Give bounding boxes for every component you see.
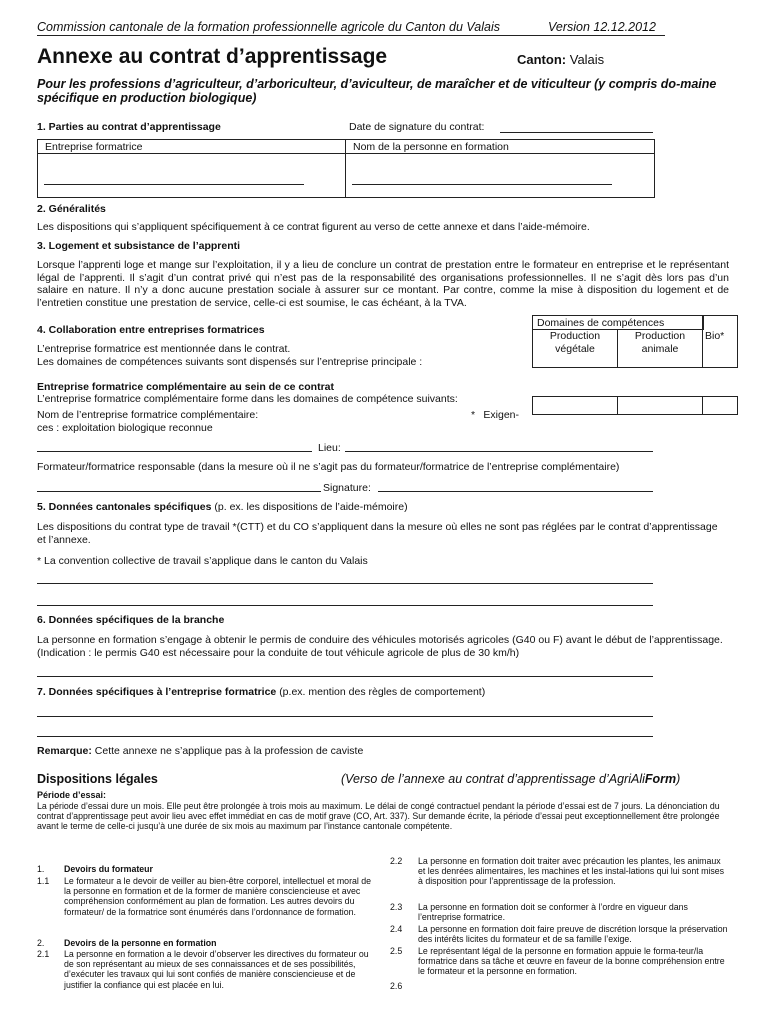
signature-label: Signature: [323, 482, 371, 494]
s2-heading: 2. Généralités [37, 203, 106, 215]
s7-heading: 7. Données spécifiques à l’entreprise formatrice [37, 686, 277, 698]
s5-input-line-1[interactable] [37, 583, 653, 584]
item-number: 2. [37, 938, 45, 948]
s7-heading-row [37, 686, 485, 698]
s2-text: Les dispositions qui s’appliquent spécifiquement à ce contrat figurent au verso de cette annexe et dans l’aide-mémoire. [37, 221, 590, 233]
item-number: 1. [37, 864, 45, 874]
personne-formation-input[interactable] [352, 184, 612, 185]
entreprise-formatrice-input[interactable] [44, 184, 304, 185]
item-number: 2.6 [390, 981, 403, 991]
item-number: 2.4 [390, 924, 403, 934]
s5-input-line-2[interactable] [37, 605, 653, 606]
s5-text: Les dispositions du contrat type de travail *(CTT) et du CO s’appliquent dans la mesure où elles ne sont pas réglées par le contrat d’apprentissage et l’annexe. [37, 521, 718, 546]
parties-table [37, 139, 655, 198]
personne-formation-header: Nom de la personne en formation [353, 141, 509, 153]
lieu-label: Lieu: [318, 442, 341, 454]
s4-line1: L’entreprise formatrice est mentionnée dans le contrat. [37, 343, 291, 355]
remarque [37, 745, 363, 757]
entreprise-formatrice-header: Entreprise formatrice [45, 141, 143, 153]
s6-heading: 6. Données spécifiques de la branche [37, 614, 225, 626]
formateur-responsable-input[interactable] [37, 491, 321, 492]
date-signature-input[interactable] [500, 132, 653, 133]
s6-input-line[interactable] [37, 676, 653, 677]
legal-verso-form: Form [644, 772, 677, 786]
lieu-input[interactable] [345, 451, 653, 452]
essai-text: La période d’essai dure un mois. Elle peut être prolongée à trois mois au maximum. Le délai de congé contractuel pendant la période d’essai est de 7 jours. La dénonciation du contrat d’apprentissage peut avoir lieu avec effet immédiat en cas de motif grave (CO, Art. 337). Sur demande écrite, la période d’essai peut exceptionnellement être prolongée avant le terme de celle-ci jusqu’à une durée de six mois au maximum par l’instance cantonale compétente. [37, 801, 720, 832]
canton-field [517, 52, 604, 67]
checkbox-production-vegetale[interactable] [533, 397, 617, 414]
subtitle: Pour les professions d’agriculteur, d’arboriculteur, d’aviculteur, de maraîcher et de viticulteur (y compris do-maine spécifique en production biologique) [37, 77, 717, 105]
legal-heading: Dispositions légales [37, 772, 158, 786]
domaines-title: Domaines de compétences [537, 317, 665, 329]
domaines-complementaire-table [532, 396, 738, 415]
s5-heading-note: (p. ex. les dispositions de l’aide-mémoire) [214, 501, 408, 513]
remarque-text: Cette annexe ne s’applique pas à la profession de caviste [94, 745, 364, 757]
domaine-production-animale: Production animale [634, 330, 686, 355]
canton-value: Valais [569, 52, 605, 67]
remarque-label: Remarque: [37, 745, 92, 757]
s7-input-line-1[interactable] [37, 716, 653, 717]
canton-label: Canton: [517, 52, 567, 67]
document-header [37, 20, 665, 36]
legal-verso-end: ) [676, 772, 681, 786]
devoirs-personne-heading: Devoirs de la personne en formation [64, 938, 217, 948]
commission-name: Commission cantonale de la formation professionnelle agricole du Canton du Valais [37, 20, 500, 34]
s5-heading-row [37, 501, 408, 513]
legal-verso [341, 772, 680, 786]
date-signature-label: Date de signature du contrat: [349, 121, 485, 133]
domaine-production-vegetale: Production végétale [549, 330, 601, 355]
item-number: 2.2 [390, 856, 403, 866]
signature-input[interactable] [378, 491, 653, 492]
bio-requirement-note: * Exigen-ces : exploitation biologique reconnue [37, 409, 519, 434]
devoirs-formateur-heading: Devoirs du formateur [64, 864, 153, 874]
checkbox-production-animale[interactable] [618, 397, 702, 414]
s6-text: La personne en formation s’engage à obtenir le permis de conduire des véhicules motorisés agricoles (G40 ou F) avant le début de l’apprentissage. (Indication : le permis G40 est nécessaire pour la conduite de tout véhicule agricole de plus de 30 km/h) [37, 634, 723, 659]
formateur-responsable-label: Formateur/formatrice responsable (dans la mesure où il ne s’agit pas du formateur/formatrice de l’entreprise complémentaire) [37, 461, 620, 473]
page-title: Annexe au contrat d’apprentissage [37, 45, 388, 68]
item-number: 2.1 [37, 949, 50, 959]
item-1-1-text: Le formateur a le devoir de veiller au bien-être corporel, intellectuel et moral de la personne en formation et de la former de manière consciencieuse et avec compréhension conformément au plan de formation. Les autres devoirs du formateur/ de la formatrice sont énumérés dans l’ordonnance de formation. [64, 876, 372, 917]
item-2-2-text: La personne en formation doit traiter avec précaution les plantes, les animaux et les denrées alimentaires, les machines et les instal-lations qui lui sont mises à disposition pour l’apprentissage de la profession. [418, 856, 725, 887]
s3-text: Lorsque l’apprenti loge et mange sur l’exploitation, il y a lieu de conclure un contrat de prestation entre le formateur en entreprise et le représentant légal de l’apprenti. Il s’agit d’un contrat privé qui n’est pas de la responsabilité des organisations professionnelles. Il ne s’agit dès lors pas d’un salaire en nature. Il n’y a donc aucune prestation sociale à assurer sur ce montant. Par contre, comme la mise à disposition du logement et de l’entretien constitue une prestation de service, celle-ci est soumise, le cas échéant, à la TVA. [37, 259, 729, 309]
item-number: 2.5 [390, 946, 403, 956]
s4-heading: 4. Collaboration entre entreprises formatrices [37, 324, 265, 336]
s3-heading: 3. Logement et subsistance de l’apprenti [37, 240, 241, 252]
item-2-5-text: Le représentant légal de la personne en formation appuie le forma-teur/la formatrice dans sa tâche et œuvre en faveur de la bonne compréhension entre le formateur et la personne en formation. [418, 946, 725, 977]
s4-line2: Les domaines de compétences suivants sont dispensés sur l’entreprise principale : [37, 356, 423, 368]
item-2-4-text: La personne en formation doit faire preuve de discrétion lorsque la préservation des intérêts licites du formateur et de sa famille l’exige. [418, 924, 728, 945]
s1-heading: 1. Parties au contrat d’apprentissage [37, 121, 221, 133]
checkbox-bio[interactable] [703, 397, 737, 414]
s5-note: * La convention collective de travail s’applique dans le canton du Valais [37, 555, 368, 567]
s7-heading-note: (p.ex. mention des règles de comportement) [279, 686, 486, 698]
version-label: Version 12.12.2012 [548, 20, 656, 34]
s7-input-line-2[interactable] [37, 736, 653, 737]
item-2-3-text: La personne en formation doit se conformer à l’ordre en vigueur dans l’entreprise formatrice. [418, 902, 688, 923]
complementaire-name-label: Nom de l’entreprise formatrice complémentaire: [37, 409, 259, 421]
s5-heading: 5. Données cantonales spécifiques [37, 501, 212, 513]
domaine-bio: Bio* [705, 330, 725, 342]
complementaire-line: L’entreprise formatrice complémentaire forme dans les domaines de compétence suivants: [37, 393, 458, 405]
complementaire-name-input[interactable] [37, 451, 312, 452]
item-number: 1.1 [37, 876, 50, 886]
item-2-1-text: La personne en formation a le devoir d’observer les directives du formateur ou de son représentant au mieux de ses connaissances et de ses possibilités, d’exécuter les travaux qui lui sont confiés de manière consciencieuse et de justifier la confiance qui est placée en lui. [64, 949, 369, 990]
essai-heading: Période d’essai: [37, 790, 107, 800]
legal-verso-text: (Verso de l’annexe au contrat d’apprentissage d’AgriAli [341, 772, 645, 786]
complementaire-heading: Entreprise formatrice complémentaire au sein de ce contrat [37, 381, 335, 393]
item-number: 2.3 [390, 902, 403, 912]
